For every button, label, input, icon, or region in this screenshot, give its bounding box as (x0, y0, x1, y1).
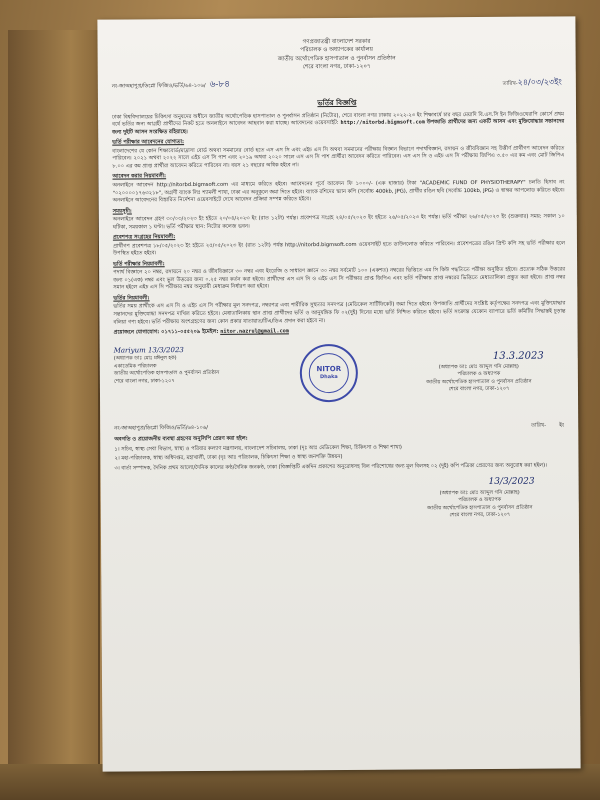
contact-email: nitor.nazrul@gmail.com (220, 328, 289, 335)
signature-right-title-2: জাতীয় অর্থোপেডিক হাসপাতাল ও পুনর্বাসন প্রতিষ্ঠান (426, 378, 532, 385)
signature-right-handwritten: 13.3.2023 (492, 350, 544, 362)
section-text-schedule: অনলাইনে আবেদন গ্রহণ ৩০/০৩/২০২৩ ইং হইতে ২০/০৪/২০২৩ ইং (রাত ১২টা) পর্যন্ত। প্রবেশপত্র সংগ্রহ ২৪/০৫/২০২৩ ইং হইতে ২৬/০৫/২০২৩ ইং পর্যন্ত। ভর্তি পরীক্ষা ২৬/০৫/২০২৩ ইং (শুক্রবার) সময়: সকাল ১০ ঘটিকা, সময়কাল ১ ঘণ্টা। ভর্তি পরীক্ষার স্থান: নিটোর কলেজ ভবন। (112, 213, 565, 231)
reference-number (112, 78, 230, 92)
copy-item: ২। মহা-পরিচালক, স্বাস্থ্য অধিদপ্তর, মহাখালী, ঢাকা (দৃঃ আঃ পরিচালক, চিকিৎসা শিক্ষা ও স্বাস্থ্য জনশক্তি উন্নয়ন) (114, 454, 343, 462)
signature-left-title-1: একাডেমিক পরিচালক (113, 362, 157, 370)
signature-row (100, 338, 579, 423)
section-heading-exam-rules: ভর্তি পরীক্ষার নিয়মাবলী: (113, 260, 165, 268)
footer-reference-row (100, 422, 578, 433)
letterhead-line-1: গণপ্রজাতন্ত্রী বাংলাদেশ সরকার (302, 38, 371, 46)
section-text-application: অনলাইনে আবেদন http://nitorbd.bigmsoft.com এর মাধ্যমে করিতে হইবে। আবেদনের পূর্বে আবেদন ফি ১০০০/- (এক হাজার) টাকা "ACADEMIC FUND OF PHYSIOTHERAPY" চলতি হিসাব নং "০২০০০০১৭৬৩২১৮", অগ্রণী ব্যাংক লিঃ শ্যামলী শাখা, ঢাকা এর অনুকূলে জমা দিতে হইবে। ব্যাংক রশিদের স্ক্যান কপি (সর্বোচ্চ 400kb, JPG), প্রার্থীর রঙিন ছবি (সর্বোচ্চ 100kb, JPG) ও স্বাক্ষর আপলোড করিতে হইবে। অনলাইনে আবেদনের বিস্তারিত নির্দেশনা ওয়েবসাইটে দেখে আবেদন প্রক্রিয়া সম্পন্ন করিতে হইবে। (112, 179, 565, 204)
notice-body (98, 111, 578, 337)
signature-right-name: (অধ্যাপক ডাঃ মোঃ আব্দুল গনি মোল্লাহ) (438, 363, 519, 370)
section-text-admission-rules: ভর্তির সময় প্রার্থীকে এস এস সি ও এইচ এস সি পরীক্ষার মূল সনদপত্র, নম্বরপত্র এবং শারীরিক সুস্থতার সনদপত্র (মেডিকেল সার্টিফিকেট) জমা দিতে হইবে। উপজাতি প্রার্থীদের সংশ্লিষ্ট কর্তৃপক্ষের সনদপত্র এবং মুক্তিযোদ্ধার সন্তানদের মুক্তিযোদ্ধা সনদপত্র দাখিল করিতে হইবে। মেধাতালিকায় স্থান প্রাপ্ত প্রার্থীদের ভর্তি ও আনুষঙ্গিক ফি ০২(দুই) দিনের মধ্যে ভর্তি নিশ্চিত করিতে হইবে। ভর্তি সংক্রান্ত যেকোন ব্যাপারে ভর্তি কমিটির সিদ্ধান্তই চূড়ান্ত বলিয়া গণ্য হইবে। ভর্তি পরীক্ষায় অংশগ্রহণের জন্য কোন প্রকার যাতায়াত/টিএ/ডিএ প্রদান করা হইবে না। (113, 300, 566, 326)
signature-right-title-1: পরিচালক ও অধ্যাপক (457, 370, 501, 378)
letterhead-line-2: পরিচালক ও অধ্যাপকের কার্যালয় (300, 47, 373, 54)
signature-right-title-3: শেরে বাংলা নগর, ঢাকা-১২০৭ (448, 385, 510, 393)
signature-director (394, 348, 564, 394)
date-handwritten: ২৪/০৩/২৩ইং (517, 76, 562, 87)
section-heading-application: আবেদন করার নিয়মাবলী: (112, 173, 167, 181)
folder-side-flap (8, 30, 100, 790)
section-heading-eligibility: ভর্তি পরীক্ষার আবেদনের যোগ্যতা: (112, 139, 185, 146)
signature-bottom-title-1: পরিচালক ও অধ্যাপক (458, 497, 502, 504)
intro-text: ঢাকা বিশ্ববিদ্যালয়ের চিকিৎসা অনুষদের অধীনে জাতীয় অর্থোপেডিক হাসপাতাল ও পুনর্বাসন প্রতিষ্ঠান (নিটোর), শেরে বাংলা নগর ঢাকায় ২০২২-২৩ ইং শিক্ষাবর্ষে চার বছর মেয়াদি বি.এস.সি ইন ফিজিওথেরাপি কোর্সে প্রথম বর্ষে ভর্তির জন্য আগ্রহী প্রার্থীদের নিকট হতে অনলাইনে আবেদন আহবান করা যাচ্ছে। আবেদনের ওয়েবসাইট: (112, 111, 565, 128)
footer-reference-label: নং-জাঅহাপুপ্র/ডিপ্লো ফিজিও/ভর্তি/৬৪-১০৬/ (114, 424, 208, 432)
seal-text-bottom: Dhaka (319, 374, 338, 381)
signature-bottom (395, 476, 565, 521)
bottom-signature-row (101, 472, 579, 525)
signature-bottom-title-2: জাতীয় অর্থোপেডিক হাসপাতাল ও পুনর্বাসন প্রতিষ্ঠান (427, 504, 533, 512)
section-heading-admission-rules: ভর্তির নিয়মাবলী: (113, 295, 150, 302)
nitor-seal-stamp (300, 343, 358, 401)
section-text-eligibility: বাংলাদেশের যে কোন শিক্ষাবোর্ড/মাদ্রাসা বোর্ড অথবা সমমানের বোর্ড হতে এস এস সি এবং এইচ এস সি অথবা সমমানের পরীক্ষায় বিজ্ঞান বিভাগে পদার্থবিজ্ঞান, রসায়ন ও জীববিজ্ঞান সহ উত্তীর্ণ প্রার্থীগণ আবেদন করিতে পারিবেন। ২০২১ অথবা ২০২২ সালে এইচ এস সি পাশ এবং ২০১৯ অথবা ২০২০ সালে এস এস সি পাশ প্রার্থীরা আবেদন করিতে পারিবেন। এস এস সি ও এইচ এস সি পরীক্ষায় জিপিএ ৩.৫০ এর কম এবং মোট জিপিএ ৮.০০ এর কম প্রাপ্ত প্রার্থীরা আবেদন করিতে পারিবেন না। বয়স ২১ বছরের অধিক হইবে না। (112, 145, 565, 170)
copy-distribution-list (100, 433, 578, 472)
signature-left-name: (অধ্যাপক ডাঃ মোঃ মঈনুল হক) (113, 355, 177, 362)
signature-left-title-3: শেরে বাংলা নগর, ঢাকা-১২০৭ (113, 377, 175, 385)
reference-row (98, 76, 576, 92)
reference-handwritten-number: ৬-৮৪ (209, 79, 231, 90)
section-heading-schedule: সময়সূচী: (112, 208, 132, 215)
copy-item: ১। সচিব, স্বাস্থ্য সেবা বিভাগ, স্বাস্থ্য ও পরিবার কল্যাণ মন্ত্রণালয়, বাংলাদেশ সচিবালয়, ঢাকা (দৃঃ আঃ মেডিকেল শিক্ষা, চিকিৎসা ও শিক্ষা শাখা) (114, 444, 402, 453)
signature-bottom-name: (অধ্যাপক ডাঃ মোঃ আব্দুল গনি মোল্লাহ) (439, 489, 520, 497)
copy-lead: অবগতি ও প্রয়োজনীয় ব্যবস্থা গ্রহণের অনুলিপি প্রেরণ করা হইল: (114, 435, 248, 443)
seal-inner-ring (309, 352, 349, 392)
seal-text-top: NITOR (316, 364, 342, 374)
reference-label: নং-জাঅহাপুপ্র/ডিপ্লো ফিজিও/ভর্তি/৬৪-১০৬/ (111, 82, 206, 90)
date-label: তারিখ- (502, 80, 518, 87)
footer-date-suffix: ইং (559, 421, 565, 429)
contact-label: প্রয়োজনে যোগাযোগ: ০১৭১১-০৫৫২০৯ ইমেইল: (113, 328, 219, 336)
footer-date-label: তারিখ- (531, 422, 547, 429)
section-heading-admit-card: প্রবেশপত্র সংগ্রহের নিয়মাবলী: (112, 234, 176, 241)
section-text-admit-card: প্রার্থীগণ প্রবেশপত্র ১৮/০৫/২০২৩ ইং হইতে ২৫/০৫/২০২৩ ইং (রাত ১২টা) পর্যন্ত http://nitorbd.bigmsoft.com ওয়েবসাইট হতে ডাউনলোড করিতে পারিবেন। প্রবেশপত্রের রঙিন প্রিন্ট কপি সহ ভর্তি পরীক্ষার হলে উপস্থিত হইতে হইবে। (112, 240, 565, 257)
signature-academic-director (114, 344, 254, 385)
footer-date (531, 422, 564, 430)
intro-paragraph (112, 111, 564, 137)
intro-reserved-seats: উপজাতি প্রার্থীদের জন্য একটি আসন এবং মুক্তিযোদ্ধার সন্তানদের জন্য দুইটি আসন সংরক্ষিত রহিয়াছে। (112, 118, 565, 136)
reference-date (503, 76, 562, 89)
signature-left-handwritten: Mariyum 13/3/2023 (113, 345, 184, 355)
intro-url: http://nitorbd.bigmsoft.com (340, 119, 425, 127)
admission-notice-paper (97, 16, 580, 771)
contact-line (114, 326, 566, 337)
signature-bottom-title-3: শেরে বাংলা নগর, ঢাকা-১২০৭ (449, 512, 511, 519)
signature-left-title-2: জাতীয় অর্থোপেডিক হাসপাতাল ও পুনর্বাসন প্রতিষ্ঠান (113, 369, 220, 377)
section-text-exam-rules: পদার্থ বিজ্ঞানে ২০ নম্বর, রসায়নে ২০ নম্বর ও জীববিজ্ঞানে ৩০ নম্বর এবং ইংরেজি ও সাধারণ জ্ঞানে ৩০ নম্বর সর্বমোট ১০০ (একশত) নম্বরের ভিত্তিতে এম সি কিউ পদ্ধতিতে পরীক্ষা অনুষ্ঠিত হইবে। প্রত্যেক সঠিক উত্তরের জন্য ০১(এক) নম্বর এবং ভুল উত্তরের জন্য ০.২৫ নম্বর কর্তন করা হইবে। প্রার্থীদের এস এস সি ও এইচ এস সি পরীক্ষার প্রাপ্ত জিপিএ এবং ভর্তি পরীক্ষায় প্রাপ্ত নম্বরের ভিত্তিতে মেধাতালিকা প্রস্তুত করা হইবে। প্রাপ্ত নম্বর সমান হইলে এইচ এস সি পরীক্ষার নম্বর অনুযায়ী মেধাক্রম নির্ধারণ করা হইবে। (113, 266, 566, 291)
notice-title: ভর্তির বিজ্ঞপ্তি (317, 98, 357, 107)
letterhead-line-3: জাতীয় অর্থোপেডিক হাসপাতাল ও পুনর্বাসন প্রতিষ্ঠান (277, 55, 396, 63)
letterhead (98, 36, 576, 73)
signature-bottom-handwritten: 13/3/2023 (488, 476, 535, 488)
copy-item: ৩। বার্তা সম্পাদক, দৈনিক প্রথম আলো/দৈনিক কালের কণ্ঠ/দৈনিক জনকণ্ঠ, ঢাকা (বিজ্ঞপ্তিটি একদিন প্রকাশের অনুরোধসহ বিল পরিশোধের জন্য মূল বিলসহ ০২ (দুই) কপি পত্রিকা প্রেরণের জন্য অনুরোধ করা হইল)। (114, 462, 547, 472)
letterhead-line-4: শেরে বাংলা নগর, ঢাকা-১২০৭ (302, 63, 371, 71)
